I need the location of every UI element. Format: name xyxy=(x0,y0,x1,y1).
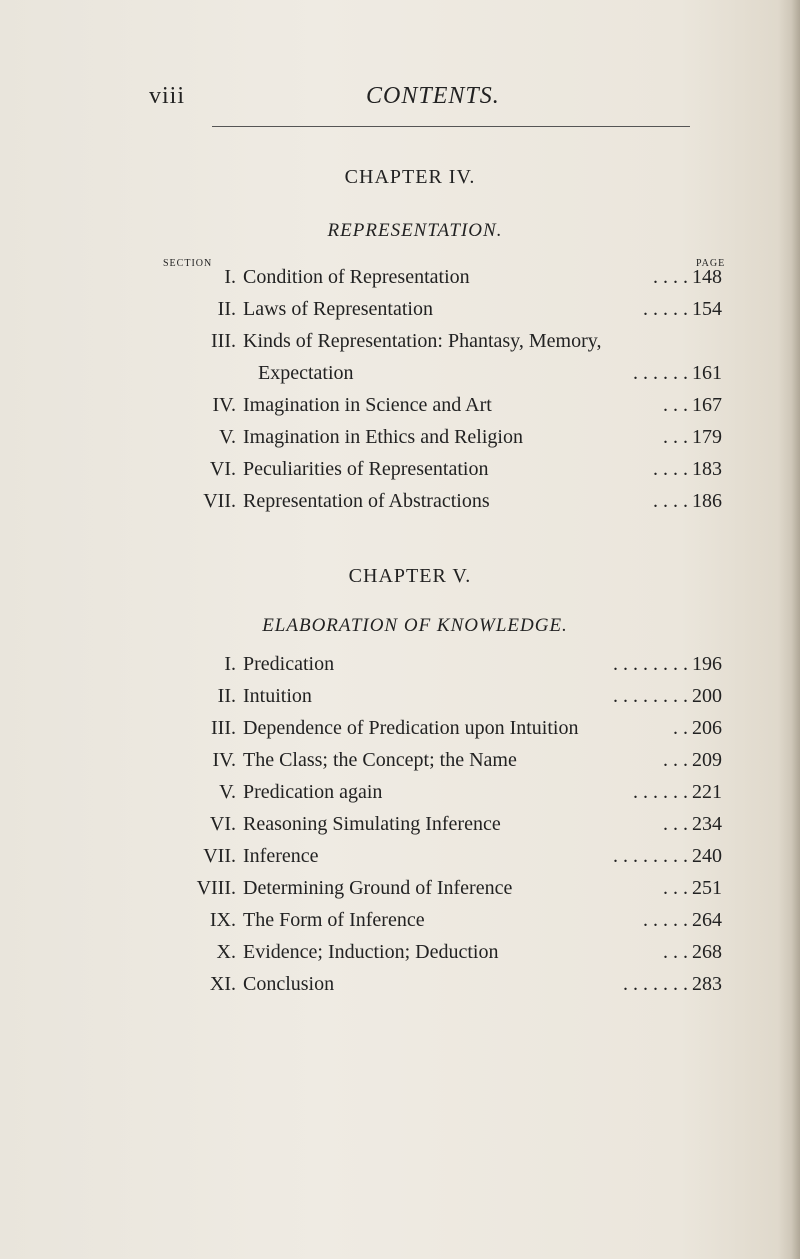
section-numeral: III. xyxy=(211,717,236,739)
section-numeral: VII. xyxy=(203,490,236,512)
toc-entry xyxy=(0,813,800,837)
dot-leaders: . . . . xyxy=(653,266,688,288)
page-reference: 161 xyxy=(692,362,722,384)
dot-leaders: . . . . . . xyxy=(633,781,688,803)
toc-entry xyxy=(0,781,800,805)
toc-entry xyxy=(0,909,800,933)
section-title: Imagination in Ethics and Religion xyxy=(243,426,523,448)
header-rule xyxy=(212,126,690,127)
section-numeral: VI. xyxy=(209,458,236,480)
section-numeral: V. xyxy=(219,781,236,803)
section-numeral: X. xyxy=(216,941,236,963)
section-title: Predication xyxy=(243,653,335,675)
toc-entry xyxy=(0,749,800,773)
toc-entry xyxy=(0,298,800,322)
section-title: Intuition xyxy=(243,685,312,707)
section-title: Evidence; Induction; Deduction xyxy=(243,941,499,963)
page-column-label: PAGE xyxy=(696,258,726,269)
toc-entry xyxy=(0,458,800,482)
page-reference: 167 xyxy=(692,394,722,416)
section-numeral: V. xyxy=(219,426,236,448)
dot-leaders: . . . . . . . . xyxy=(613,685,688,707)
section-title: Conclusion xyxy=(243,973,335,995)
page-reference: 148 xyxy=(692,266,722,288)
dot-leaders: . . . xyxy=(663,749,688,771)
toc-entry xyxy=(0,266,800,290)
section-numeral: VIII. xyxy=(196,877,236,899)
section-title: Laws of Representation xyxy=(243,298,433,320)
section-numeral: VII. xyxy=(203,845,236,867)
page-header xyxy=(0,83,800,113)
dot-leaders: . . . xyxy=(663,813,688,835)
section-title: Kinds of Representation: Phantasy, Memory, xyxy=(243,330,602,352)
toc-entry xyxy=(0,973,800,997)
section-numeral: IX. xyxy=(209,909,236,931)
toc-entry xyxy=(0,653,800,677)
toc-entry xyxy=(0,685,800,709)
page-reference: 240 xyxy=(692,845,722,867)
section-title: Dependence of Predication upon Intuition xyxy=(243,717,579,739)
section-title: Inference xyxy=(243,845,319,867)
page-reference: 196 xyxy=(692,653,722,675)
page-reference: 179 xyxy=(692,426,722,448)
chapter-4-heading: CHAPTER IV. xyxy=(344,166,476,188)
page-reference: 251 xyxy=(692,877,722,899)
dot-leaders: . . . . . . . . xyxy=(613,653,688,675)
dot-leaders: . . . xyxy=(663,394,688,416)
section-title: Reasoning Simulating Inference xyxy=(243,813,501,835)
page-reference: 209 xyxy=(692,749,722,771)
section-column-label: SECTION xyxy=(163,258,213,269)
section-numeral: II. xyxy=(217,298,236,320)
chapter-5-heading: CHAPTER V. xyxy=(348,565,472,587)
dot-leaders: . . . . xyxy=(653,490,688,512)
page-reference: 200 xyxy=(692,685,722,707)
toc-entry xyxy=(0,394,800,418)
chapter-5-subtitle: ELABORATION OF KNOWLEDGE. xyxy=(262,615,568,636)
dot-leaders: . . . . . . . xyxy=(623,973,688,995)
dot-leaders: . . . xyxy=(663,941,688,963)
section-numeral: IV. xyxy=(212,749,236,771)
dot-leaders: . . . . . xyxy=(643,909,688,931)
page-reference: 264 xyxy=(692,909,722,931)
section-title: Peculiarities of Representation xyxy=(243,458,489,480)
toc-entry xyxy=(0,330,800,354)
toc-entry xyxy=(0,941,800,965)
page-reference: 206 xyxy=(692,717,722,739)
page-reference: 283 xyxy=(692,973,722,995)
page-reference: 268 xyxy=(692,941,722,963)
section-title: The Form of Inference xyxy=(243,909,425,931)
section-numeral: I. xyxy=(224,266,236,288)
section-title: Imagination in Science and Art xyxy=(243,394,492,416)
dot-leaders: . . . . . xyxy=(643,298,688,320)
chapter-4-subtitle: REPRESENTATION. xyxy=(327,220,503,241)
section-title: Representation of Abstractions xyxy=(243,490,490,512)
section-numeral: VI. xyxy=(209,813,236,835)
page-reference: 154 xyxy=(692,298,722,320)
dot-leaders: . . . xyxy=(663,877,688,899)
dot-leaders: . . . . . . . . xyxy=(613,845,688,867)
toc-entry xyxy=(0,490,800,514)
section-numeral: III. xyxy=(211,330,236,352)
page-reference: 183 xyxy=(692,458,722,480)
section-numeral: IV. xyxy=(212,394,236,416)
section-numeral: XI. xyxy=(209,973,236,995)
section-title: The Class; the Concept; the Name xyxy=(243,749,517,771)
running-title: CONTENTS. xyxy=(366,83,500,109)
toc-entry xyxy=(0,845,800,869)
page-reference: 221 xyxy=(692,781,722,803)
section-title: Condition of Representation xyxy=(243,266,470,288)
toc-entry xyxy=(0,717,800,741)
toc-entry xyxy=(0,877,800,901)
dot-leaders: . . . . xyxy=(653,458,688,480)
section-numeral: II. xyxy=(217,685,236,707)
toc-entry xyxy=(0,426,800,450)
dot-leaders: . . xyxy=(673,717,688,739)
section-title: Determining Ground of Inference xyxy=(243,877,513,899)
section-title: Expectation xyxy=(258,362,354,384)
toc-entry xyxy=(0,362,800,386)
dot-leaders: . . . . . . xyxy=(633,362,688,384)
section-numeral: I. xyxy=(224,653,236,675)
page-reference: 186 xyxy=(692,490,722,512)
dot-leaders: . . . xyxy=(663,426,688,448)
page-reference: 234 xyxy=(692,813,722,835)
section-title: Predication again xyxy=(243,781,383,803)
page-number: viii xyxy=(149,83,186,109)
